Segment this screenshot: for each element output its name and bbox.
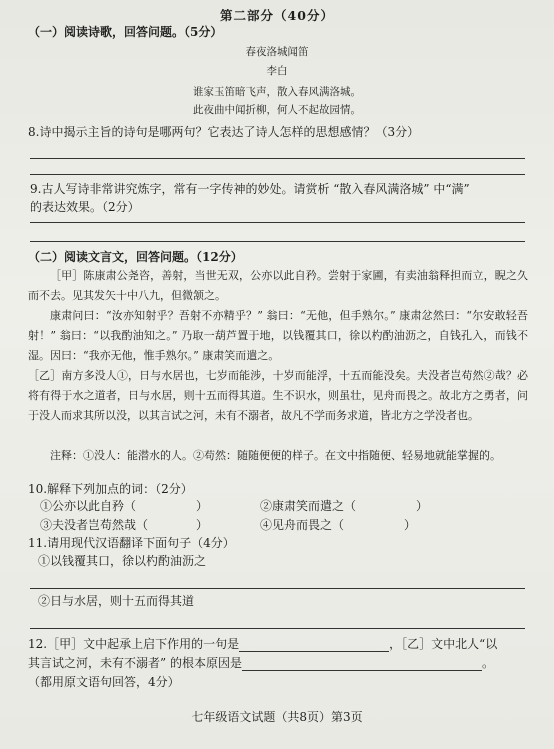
- q12-part-4: 。: [481, 656, 494, 670]
- question-9-line-1: 9.古人写诗非常讲究炼字，常有一字传神的妙处。请赏析 “散入春风满洛城” 中“满”: [30, 182, 470, 196]
- q10-item-3[interactable]: ③夫没者岂苟然哉（ ）: [40, 518, 209, 532]
- page-footer: 七年级语文试题（共8页）第3页: [191, 710, 363, 724]
- poem-line-1: 谁家玉笛暗飞声，散入春风满洛城。: [193, 86, 361, 98]
- section2-heading: （二）阅读文言文，回答问题。（12分）: [28, 250, 243, 264]
- passage-jia-1: ［甲］陈康肃公尧咨，善射，当世无双，公亦以此自矜。尝射于家圃，有卖油翁释担而立，睨之久而不去。见其发矢十中八九，但微颔之。: [28, 269, 528, 302]
- question-8: 8.诗中揭示主旨的诗句是哪两句？它表达了诗人怎样的思想感情？（3分）: [28, 125, 420, 139]
- q12-blank-1[interactable]: [239, 639, 389, 652]
- question-10-heading: 10.解释下列加点的词：（2分）: [28, 482, 193, 496]
- passage-jia-2: 康肃问曰：“汝亦知射乎？吾射不亦精乎？” 翁曰：“无他，但手熟尔。” 康肃忿然曰：“尔安敢轻吾射！” 翁曰：“以我酌油知之。” 乃取一葫芦置于地，以钱覆其口，徐以杓酌油沥之，自钱孔入，而钱不湿。因曰：“我亦无他，惟手熟尔。” 康肃笑而遣之。: [28, 309, 528, 362]
- question-12-line-1: [28, 636, 497, 652]
- answer-line-q8-1[interactable]: [30, 158, 525, 159]
- question-11-heading: 11.请用现代汉语翻译下面句子（4分）: [28, 536, 235, 550]
- q11-sentence-1: ①以钱覆其口，徐以杓酌油沥之: [38, 554, 207, 568]
- answer-line-q11-2[interactable]: [30, 628, 525, 629]
- question-9-line-2: 的表达效果。（2分）: [30, 200, 140, 214]
- question-12-line-2: [28, 655, 494, 671]
- section1-heading: （一）阅读诗歌，回答问题。（5分）: [28, 25, 223, 39]
- poem-author: 李白: [266, 65, 288, 77]
- q10-item-4[interactable]: ④见舟而畏之（ ）: [260, 518, 417, 532]
- answer-line-q11-1[interactable]: [30, 588, 525, 589]
- passage-notes: 注释：①没人：能潜水的人。②苟然：随随便便的样子。在文中指随便、轻易地就能掌握的。: [50, 449, 501, 462]
- q12-part-2: ，［乙］文中北人“以: [389, 637, 498, 651]
- passage-yi: ［乙］南方多没人①，日与水居也，七岁而能涉，十岁而能浮，十五而能没矣。夫没者岂苟然②哉？必将有得于水之道者，日与水居，则十五而得其道。生不识水，则虽壮，见舟而畏之。故北方之勇者，问于没人而求其所以没，以其言试之河，未有不溺者，故凡不学而务求道，皆北方之学没者也。: [28, 369, 528, 422]
- poem-line-2: 此夜曲中闻折柳，何人不起故园情。: [193, 104, 361, 116]
- q10-item-1[interactable]: ①公亦以此自矜（ ）: [40, 499, 209, 513]
- q10-item-2[interactable]: ②康肃笑而遣之（ ）: [260, 499, 429, 513]
- answer-line-q9-1[interactable]: [30, 222, 525, 223]
- q12-part-3: 其言试之河，未有不溺者” 的根本原因是: [28, 656, 242, 670]
- question-12-note: （都用原文语句回答，4分）: [28, 675, 180, 689]
- q12-part-1: 12.［甲］文中起承上启下作用的一句是: [28, 637, 240, 651]
- page-title: 第二部分（40分）: [220, 8, 334, 23]
- answer-line-q9-2[interactable]: [30, 241, 525, 242]
- q12-blank-2[interactable]: [242, 658, 482, 671]
- q11-sentence-2: ②日与水居，则十五而得其道: [38, 594, 195, 608]
- answer-line-q8-2[interactable]: [30, 174, 525, 175]
- poem-title: 春夜洛城闻笛: [245, 46, 309, 58]
